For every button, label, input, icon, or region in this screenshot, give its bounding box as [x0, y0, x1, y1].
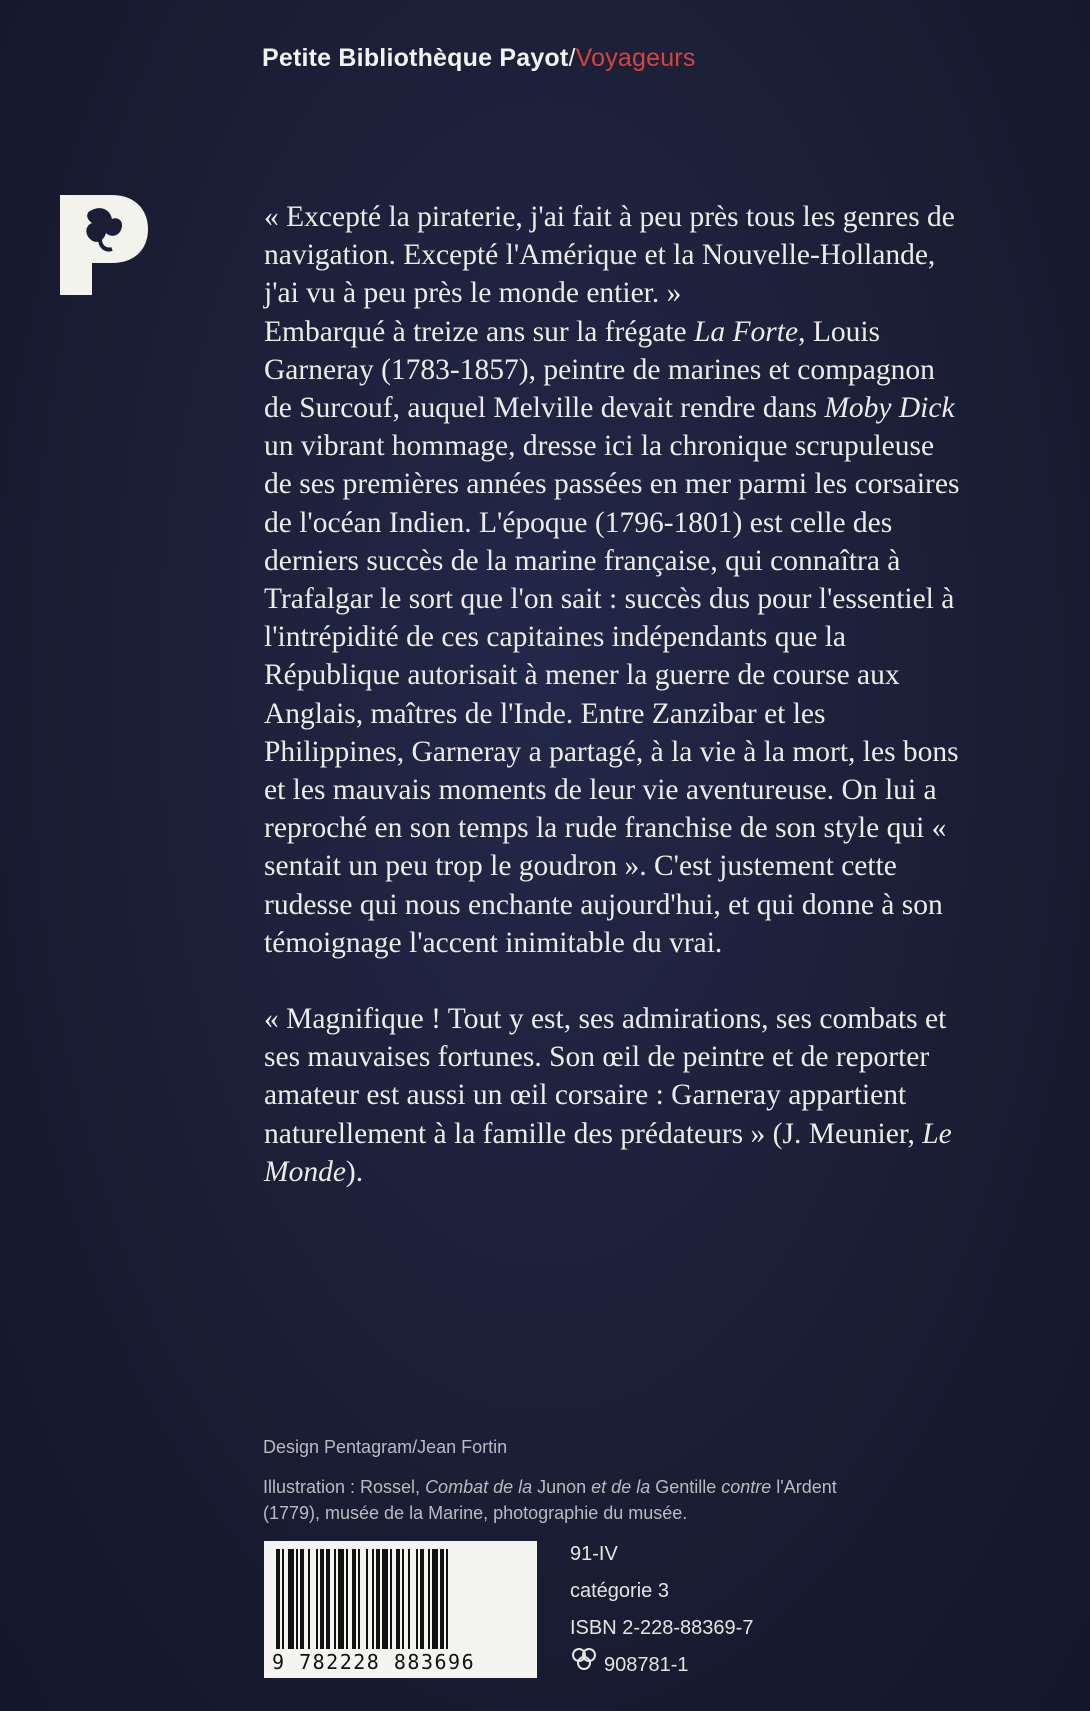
review-text: ). — [345, 1155, 364, 1188]
series-code: 91-IV — [570, 1543, 618, 1565]
reference-row — [570, 1647, 753, 1684]
illustration-title: et de la — [591, 1477, 651, 1497]
back-cover-blurb — [264, 198, 964, 1191]
summary-text: Embarqué à treize ans sur la frégate — [264, 315, 694, 348]
illustration-credit — [263, 1474, 863, 1526]
barcode-number: 9 782228 883696 — [272, 1650, 476, 1674]
review-source: Le Monde — [264, 1117, 952, 1188]
book-symbol-icon — [570, 1647, 598, 1684]
illustration-text: l'Ardent (1779), musée de la Marine, photographie du musée. — [263, 1477, 837, 1523]
summary-paragraph — [264, 313, 964, 962]
opening-quote: « Excepté la piraterie, j'ai fait à peu près tous les genres de navigation. Excepté l'Amérique et la Nouvelle-Hollande, j'ai vu à peu près le monde entier. » — [264, 201, 955, 310]
credits — [263, 1434, 863, 1526]
reference-number: 908781-1 — [604, 1654, 689, 1676]
series-name: Petite Bibliothèque Payot — [262, 44, 569, 72]
review-text: « Magnifique ! Tout y est, ses admirations, ses combats et ses mauvaises fortunes. Son œil de peintre et de reporter amateur est aussi un œil corsaire : Garneray appartient naturellement à la famille des prédateurs » (J. Meunier, — [264, 1003, 947, 1150]
collection-name: Voyageurs — [575, 44, 696, 72]
publication-info — [570, 1536, 753, 1684]
isbn: ISBN 2-228-88369-7 — [570, 1617, 754, 1639]
illustration-title: contre — [721, 1477, 772, 1497]
barcode-bars — [272, 1549, 529, 1649]
book-title: Moby Dick — [824, 392, 955, 425]
illustration-text: Gentille — [650, 1477, 722, 1497]
series-separator: / — [568, 44, 576, 72]
series-header — [262, 44, 696, 73]
illustration-title: Combat de la — [425, 1477, 533, 1497]
press-review-quote — [264, 1000, 964, 1191]
ship-name: La Forte — [693, 315, 799, 348]
summary-text: , Louis Garneray (1783-1857), peintre de marines et compagnon de Surcouf, auquel Melville devait rendre dans — [264, 315, 935, 425]
price-category: catégorie 3 — [570, 1580, 669, 1602]
payot-p-logo-icon — [60, 195, 148, 295]
illustration-text: Junon — [532, 1477, 592, 1497]
barcode — [264, 1541, 537, 1678]
summary-text: un vibrant hommage, dresse ici la chronique scrupuleuse de ses premières années passées en mer parmi les corsaires de l'océan Indien. L'époque (1796-1801) est celle des derniers succès de la marine française, qui connaîtra à Trafalgar le sort que l'on sait : succès dus pour l'essentiel à l'intrépidité de ces capitaines indépendants que la République autorisait à mener la guerre de course aux Anglais, maîtres de l'Inde. Entre Zanzibar et les Philippines, Garneray a partagé, à la vie à la mort, les bons et les mauvais moments de leur vie aventureuse. On lui a reproché en son temps la rude franchise de son style qui « sentait un peu trop le goudron ». C'est justement cette rudesse qui nous enchante aujourd'hui, et qui donne à son témoignage l'accent inimitable du vrai. — [264, 430, 960, 959]
illustration-text: Illustration : Rossel, — [263, 1477, 426, 1497]
design-credit: Design Pentagram/Jean Fortin — [263, 1437, 508, 1457]
